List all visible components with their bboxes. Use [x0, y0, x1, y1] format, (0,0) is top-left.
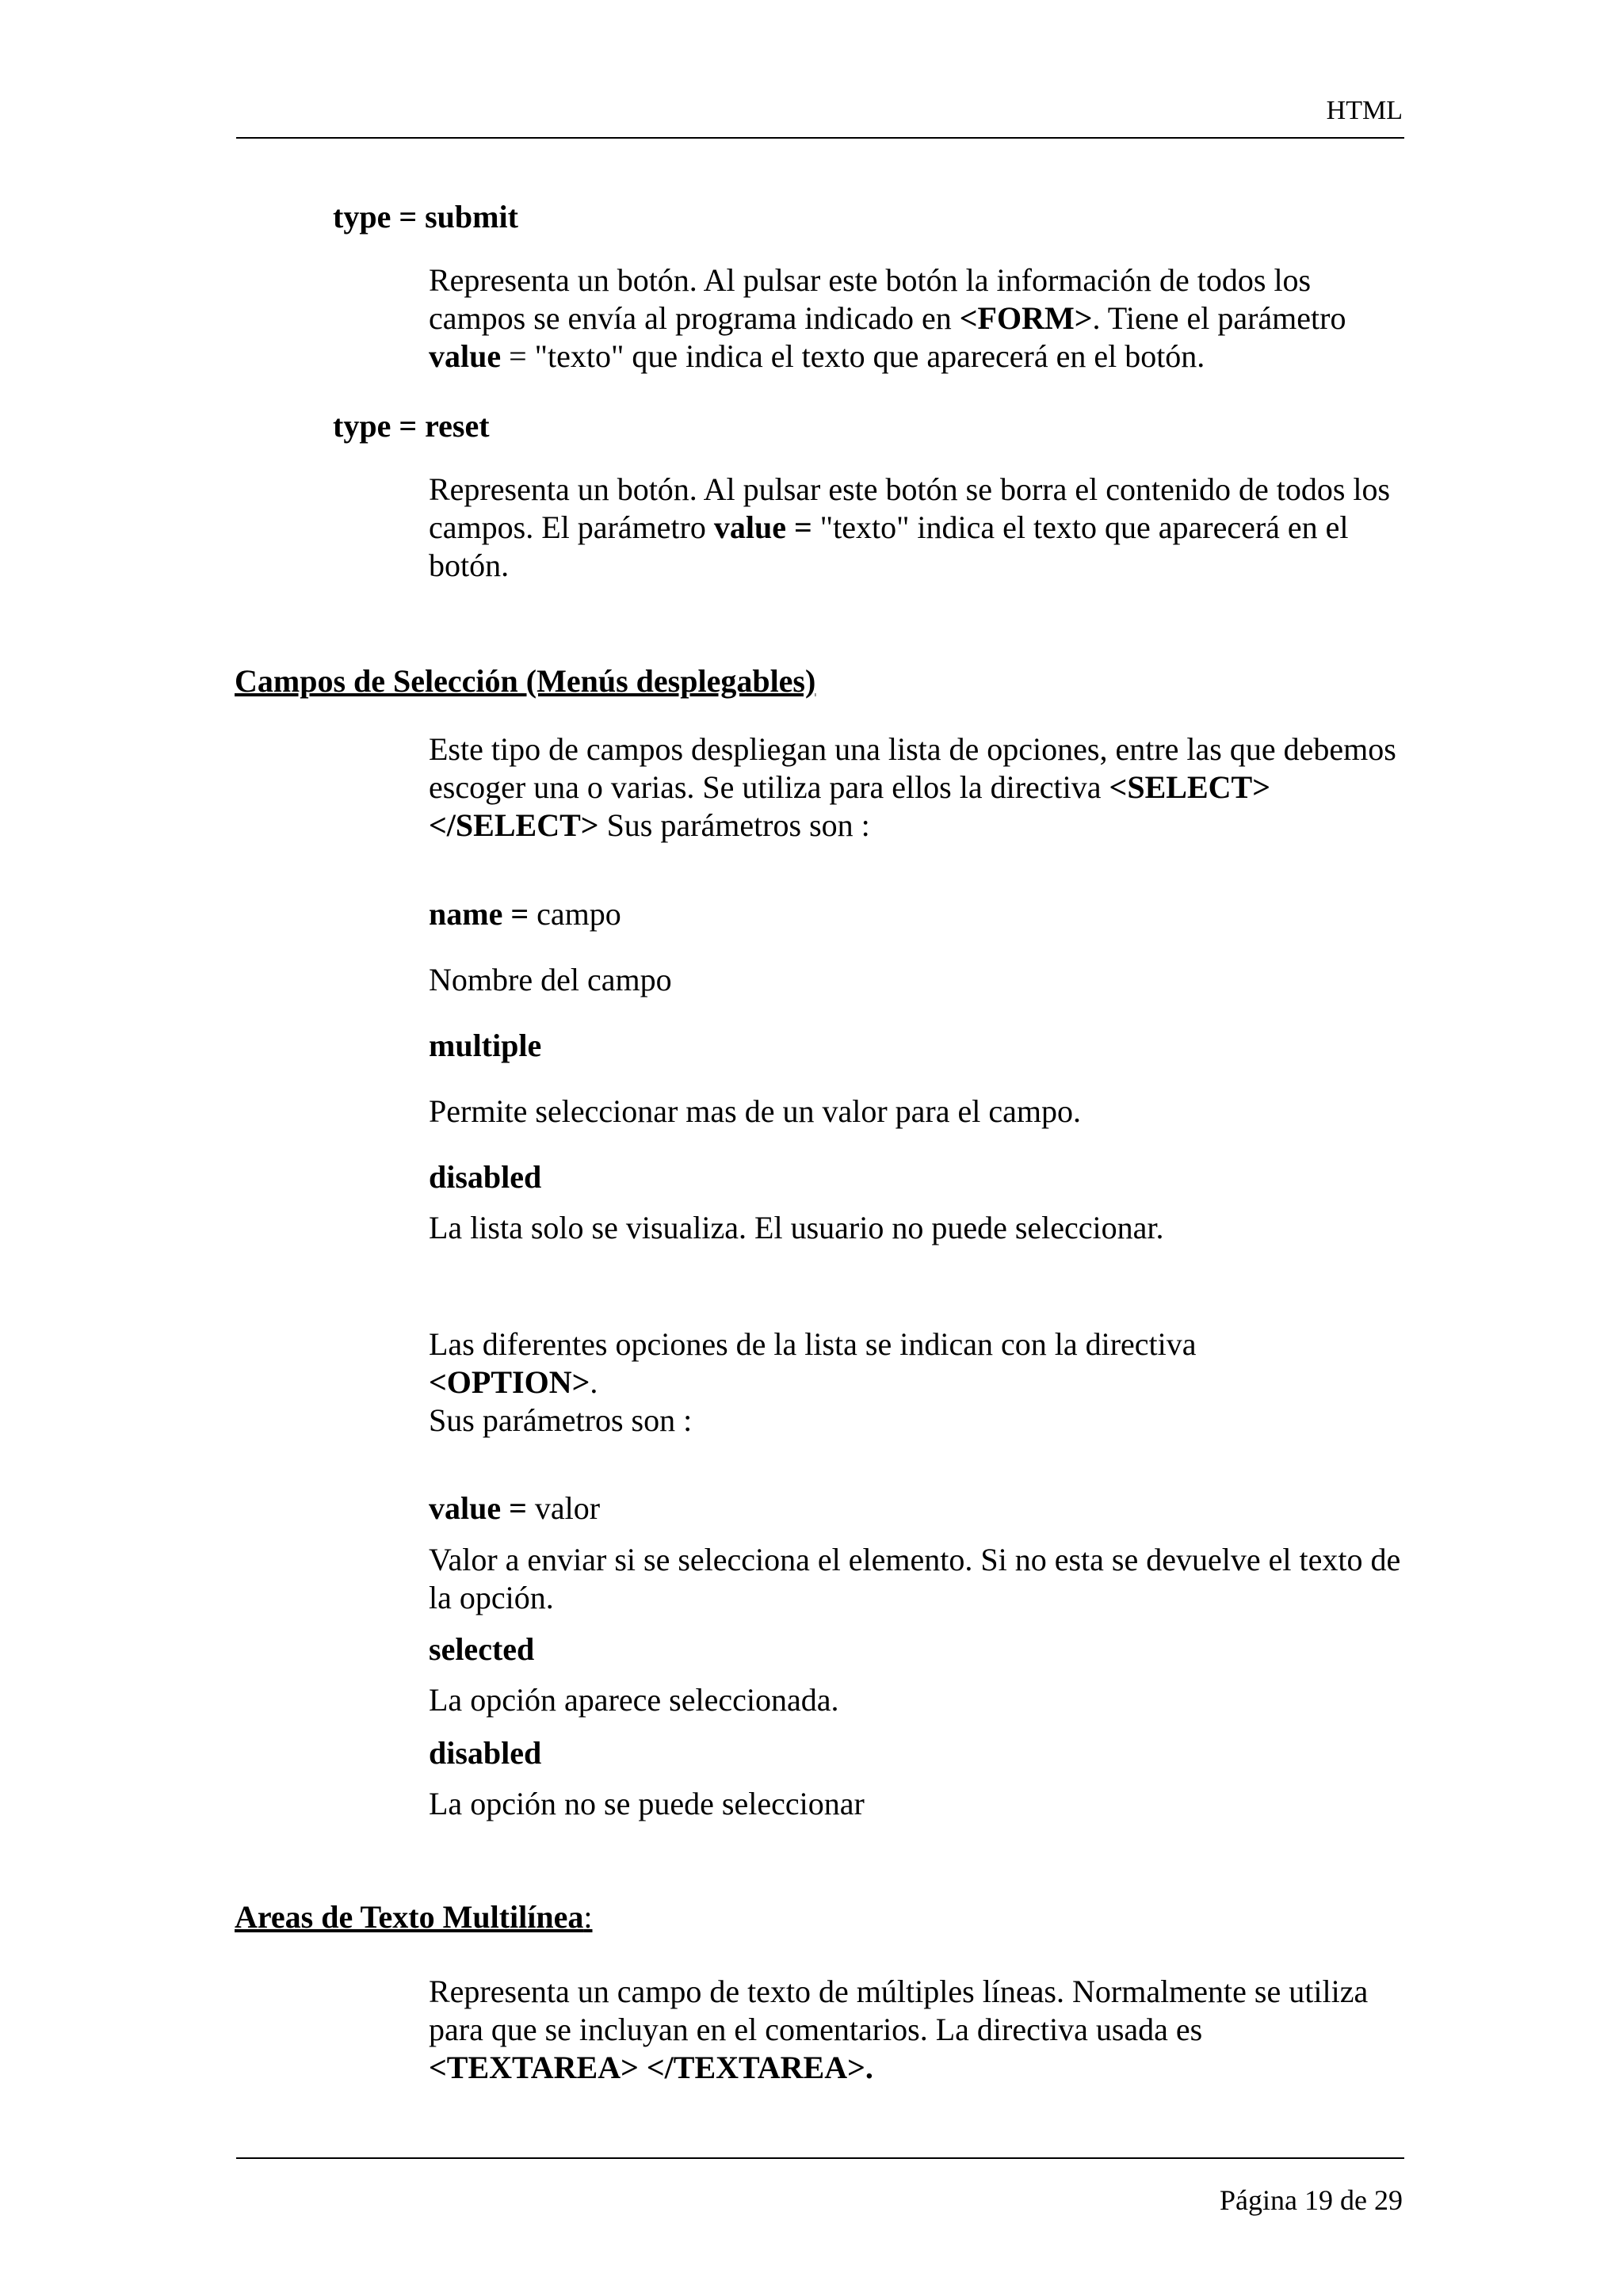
- reset-desc-text-2: "texto" indica el texto que aparecerá en el botón.: [429, 509, 1349, 583]
- select-intro-text-1: Este tipo de campos despliegan una lista de opciones, entre las que debemos escoger una o varias. Se utiliza para ellos la directiva: [429, 731, 1396, 805]
- option-disabled-desc: La opción no se puede seleccionar: [429, 1786, 865, 1821]
- option-intro-period: .: [590, 1364, 598, 1400]
- reset-desc-text-1: Representa un botón. Al pulsar este botón se borra el contenido de todos los campos. El parámetro: [429, 471, 1391, 545]
- submit-description: [429, 261, 1411, 376]
- select-disabled-param: disabled: [429, 1159, 542, 1195]
- submit-type-label: type = submit: [333, 199, 518, 235]
- option-intro-text-2: Sus parámetros son :: [429, 1402, 693, 1438]
- select-disabled-desc: La lista solo se visualiza. El usuario no puede seleccionar.: [429, 1210, 1164, 1245]
- submit-desc-text-2: . Tiene el parámetro: [1092, 300, 1346, 336]
- footer-rule: [236, 2157, 1404, 2159]
- textarea-desc-text-1: Representa un campo de texto de múltiples líneas. Normalmente se utiliza para que se incluyan en el comentarios. La directiva usada es: [429, 1974, 1369, 2047]
- submit-desc-text-3: = "texto" que indica el texto que aparecerá en el botón.: [501, 338, 1205, 374]
- header-rule: [236, 137, 1404, 139]
- select-section-title: Campos de Selección (Menús desplegables): [235, 663, 816, 699]
- option-intro-text-1: Las diferentes opciones de la lista se indican con la directiva: [429, 1326, 1197, 1362]
- option-selected-param: selected: [429, 1631, 535, 1667]
- submit-desc-form-tag: <FORM>: [959, 300, 1093, 336]
- option-disabled-param: disabled: [429, 1735, 542, 1771]
- textarea-section-title-colon: :: [583, 1899, 593, 1935]
- option-value-param-value: valor: [526, 1490, 601, 1526]
- textarea-section-title: [235, 1898, 1265, 1936]
- page-number: Página 19 de 29: [1220, 2184, 1403, 2216]
- textarea-description: [429, 1973, 1411, 2087]
- page-header-title: HTML: [1326, 96, 1403, 125]
- option-intro-tag: <OPTION>: [429, 1364, 590, 1400]
- option-value-desc: Valor a enviar si se selecciona el elemento. Si no esta se devuelve el texto de la opción.: [429, 1542, 1401, 1615]
- select-name-param: [429, 895, 1411, 933]
- select-name-param-key: name =: [429, 896, 529, 932]
- option-value-param-key: value =: [429, 1490, 527, 1526]
- select-intro: [429, 730, 1411, 845]
- reset-description: [429, 471, 1411, 585]
- select-name-desc: Nombre del campo: [429, 962, 672, 997]
- select-intro-tag: <SELECT> </SELECT>: [429, 769, 1270, 843]
- textarea-section-title-text: Areas de Texto Multilínea: [235, 1899, 584, 1935]
- select-multiple-param: multiple: [429, 1028, 542, 1063]
- submit-desc-value-keyword: value: [429, 338, 502, 374]
- textarea-desc-tag: <TEXTAREA> </TEXTAREA>.: [429, 2050, 873, 2085]
- select-intro-text-2: Sus parámetros son :: [598, 807, 870, 843]
- option-value-param: [429, 1489, 1411, 1527]
- option-intro: [429, 1325, 1411, 1440]
- select-multiple-desc: Permite seleccionar mas de un valor para el campo.: [429, 1093, 1081, 1129]
- submit-desc-text-1: Representa un botón. Al pulsar este botón la información de todos los campos se envía al programa indicado en: [429, 262, 1312, 336]
- reset-type-label: type = reset: [333, 408, 490, 444]
- reset-desc-value-keyword: value =: [713, 509, 812, 545]
- option-selected-desc: La opción aparece seleccionada.: [429, 1682, 839, 1718]
- select-name-param-value: campo: [529, 896, 621, 932]
